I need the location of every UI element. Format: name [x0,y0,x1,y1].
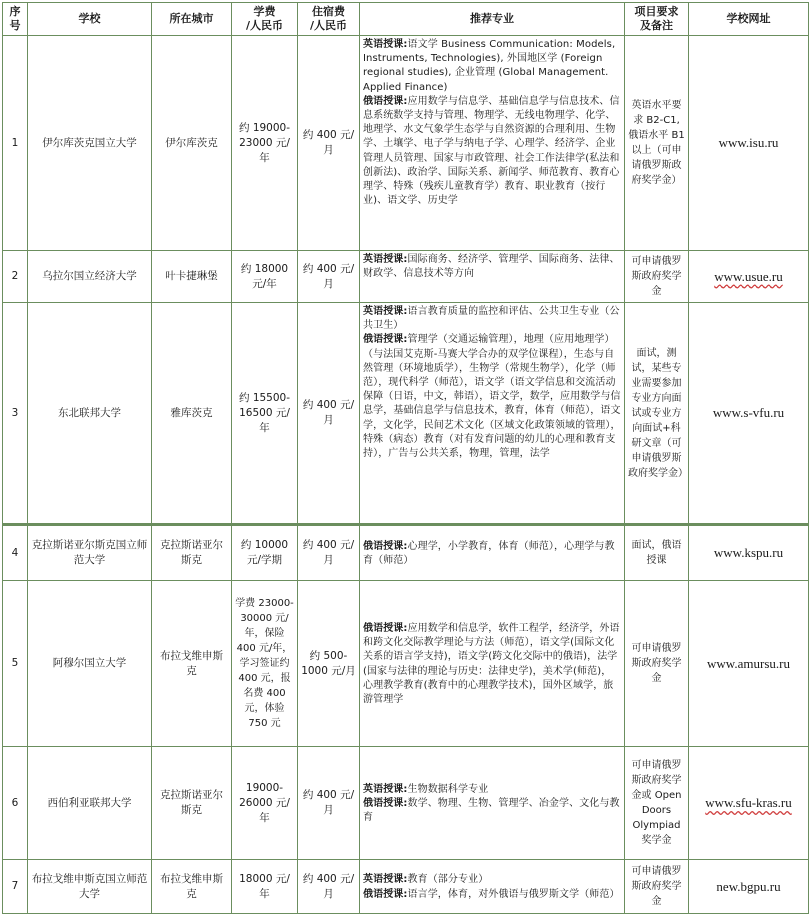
english-label: 英语授课: [363,39,408,50]
english-majors: 国际商务、经济学、管理学、国际商务、法律、财政学、信息技术等方向 [363,254,620,280]
school-name: 伊尔库茨克国立大学 [28,36,152,251]
housing-fee: 约 400 元/月 [298,36,360,251]
row-num: 1 [3,36,28,251]
russian-label: 俄语授课: [363,622,408,634]
header-website: 学校网址 [689,3,809,36]
requirements: 可申请俄罗斯政府奖学金或 Open Doors Olympiad 奖学金 [625,747,689,860]
english-label: 英语授课: [363,254,408,265]
housing-fee: 约 500-1000 元/月 [298,581,360,747]
school-url[interactable] [689,251,809,303]
russian-label: 俄语授课: [363,540,408,552]
school-url[interactable] [689,581,809,747]
header-req-line1: 项目要求 [634,5,679,18]
school-url-text[interactable]: www.amursu.ru [707,655,790,671]
russian-majors: 语言学，体育，对外俄语与俄罗斯文学（师范） [407,888,620,900]
row-num: 3 [3,303,28,525]
city-name: 克拉斯诺亚尔斯克 [152,525,232,581]
table-row [3,525,809,581]
russian-majors: 心理学，小学教育，体育（师范），心理学与教育（师范） [363,540,615,566]
majors-cell [360,36,625,251]
requirements: 可申请俄罗斯政府奖学金 [625,860,689,914]
housing-fee: 约 400 元/月 [298,303,360,525]
table-row [3,860,809,914]
english-majors: 语文学 Business Communication: Models, Instruments, Technologies), 外国地区学 (Foreign regional studies), 企业管理 (Global Management. Applied Finance) [363,39,616,93]
university-table [2,2,809,914]
school-url-text[interactable]: new.bgpu.ru [716,878,781,894]
header-num [3,3,28,36]
header-school: 学校 [28,3,152,36]
city-name: 伊尔库茨克 [152,36,232,251]
requirements: 面试，俄语授课 [625,525,689,581]
housing-fee: 约 400 元/月 [298,860,360,914]
english-majors: 教育（部分专业） [407,874,489,886]
header-row [3,3,809,36]
school-name: 克拉斯诺亚尔斯克国立师范大学 [28,525,152,581]
row-num: 2 [3,251,28,303]
english-label: 英语授课: [363,306,408,317]
city-name: 布拉戈维申斯克 [152,860,232,914]
housing-fee: 约 400 元/月 [298,747,360,860]
city-name: 叶卡捷琳堡 [152,251,232,303]
russian-label: 俄语授课: [363,797,408,809]
school-url-text[interactable]: www.s-vfu.ru [712,405,785,420]
header-req-line2: 及备注 [640,19,673,32]
school-url-text[interactable]: www.kspu.ru [713,545,784,560]
table-row [3,581,809,747]
majors-cell [360,303,625,525]
header-majors: 推荐专业 [360,3,625,36]
majors-cell [360,581,625,747]
tuition-fee: 18000 元/年 [232,860,298,914]
tuition-fee: 19000-26000 元/年 [232,747,298,860]
tuition-fee: 约 19000-23000 元/年 [232,36,298,251]
english-majors: 生物数据科学专业 [407,783,489,795]
russian-label: 俄语授课: [363,334,408,346]
table-row [3,747,809,860]
requirements: 可申请俄罗斯政府奖学金 [625,251,689,303]
header-fee-line2: /人民币 [245,19,284,32]
header-requirements [625,3,689,36]
majors-cell [360,860,625,914]
header-fee-line1: 学费 [253,5,276,18]
header-num-line2: 号 [9,19,21,32]
requirements: 可申请俄罗斯政府奖学金 [625,581,689,747]
header-housing [298,3,360,36]
header-num-line1: 序 [9,5,21,18]
school-name: 东北联邦大学 [28,303,152,525]
table-row [3,303,809,525]
tuition-fee: 约 10000 元/学期 [232,525,298,581]
row-num: 7 [3,860,28,914]
school-url[interactable] [689,525,809,581]
header-fee [232,3,298,36]
row-num: 5 [3,581,28,747]
school-url[interactable] [689,36,809,251]
majors-cell [360,525,625,581]
city-name: 克拉斯诺亚尔斯克 [152,747,232,860]
city-name: 布拉戈维申斯克 [152,581,232,747]
row-num: 4 [3,525,28,581]
header-housing-line1: 住宿费 [312,5,345,18]
russian-majors: 数学、物理、生物、管理学、冶金学、文化与教育 [363,797,620,824]
school-name: 布拉戈维申斯克国立师范大学 [28,860,152,914]
school-url-text[interactable]: www.sfu-kras.ru [705,795,792,810]
school-name: 西伯利亚联邦大学 [28,747,152,860]
row-num: 6 [3,747,28,860]
russian-label: 俄语授课: [363,95,408,107]
school-name: 乌拉尔国立经济大学 [28,251,152,303]
header-city: 所在城市 [152,3,232,36]
english-label: 英语授课: [363,783,408,795]
housing-fee: 约 400 元/月 [298,251,360,303]
table-row [3,251,809,303]
majors-cell [360,747,625,860]
tuition-fee: 学费 23000-30000 元/年，保险 400 元/年，学习签证约 400 元，报名费 400 元，体验 750 元 [232,581,298,747]
russian-majors: 应用数学和信息学，软件工程学，经济学，外语和跨文化交际教学理论与方法（师范），语文学(国际文化关系的语言学支持)，语文学(跨文化交际中的俄语)，法学(国家与法律的理论与历史：法律史学)，美术学(师范)，心理教学教育(教育中的心理教学技术)，国外区域学，旅游管理学 [363,622,620,705]
russian-label: 俄语授课: [363,888,408,900]
requirements: 英语水平要求 B2-C1, 俄语水平 B1 以上（可申请俄罗斯政府奖学金） [625,36,689,251]
school-url[interactable] [689,303,809,525]
requirements: 面试，测试，某些专业需要参加专业方向面试或专业方向面试+科研文章（可申请俄罗斯政府奖学金） [625,303,689,525]
school-url[interactable] [689,747,809,860]
russian-majors: 应用数学与信息学、基础信息学与信息技术、信息系统数学支持与管理、物理学、无线电物理学、化学、地理学、水文气象学生态学与自然资源的合理利用、生物学、土壤学、电子学与纳电子学、心理学、经济学、企业管理人员管理、国家与市政管理、社会工作法律学(私法和创新法)、政治学、国际关系、新闻学、师范教育、教育心理学、特殊（残疾儿童教育学）教育、职业教育（按行业)、语文学、历史学 [363,95,620,207]
school-url-text[interactable]: www.isu.ru [718,135,779,150]
school-url[interactable] [689,860,809,914]
tuition-fee: 约 18000 元/年 [232,251,298,303]
school-url-text[interactable]: www.usue.ru [714,268,783,284]
tuition-fee: 约 15500-16500 元/年 [232,303,298,525]
city-name: 雅库茨克 [152,303,232,525]
english-label: 英语授课: [363,874,408,886]
header-housing-line2: /人民币 [309,19,348,32]
majors-cell [360,251,625,303]
housing-fee: 约 400 元/月 [298,525,360,581]
russian-majors: 管理学（交通运输管理），地理（应用地理学）（与法国艾克斯-马赛大学合办的双学位课程），生态与自然管理（环境地质学），生物学（常规生物学），化学（师范），现代科学（师范），语文学（语文学信息和交流活动保障（日语，中文，韩语），语文学，数学，应用数学与信息学，基础信息学与信息技术，教育，体育（师范），语文学，文化学，民间艺术文化（区域文化政策领域的管理），特殊（病态）教育（对有发育问题的幼儿的心理和教育支持），广告与公共关系，物理，管理，法学 [363,334,621,460]
school-name: 阿穆尔国立大学 [28,581,152,747]
english-majors: 语言教育质量的监控和评估、公共卫生专业（公共卫生） [363,306,620,332]
table-row [3,36,809,251]
